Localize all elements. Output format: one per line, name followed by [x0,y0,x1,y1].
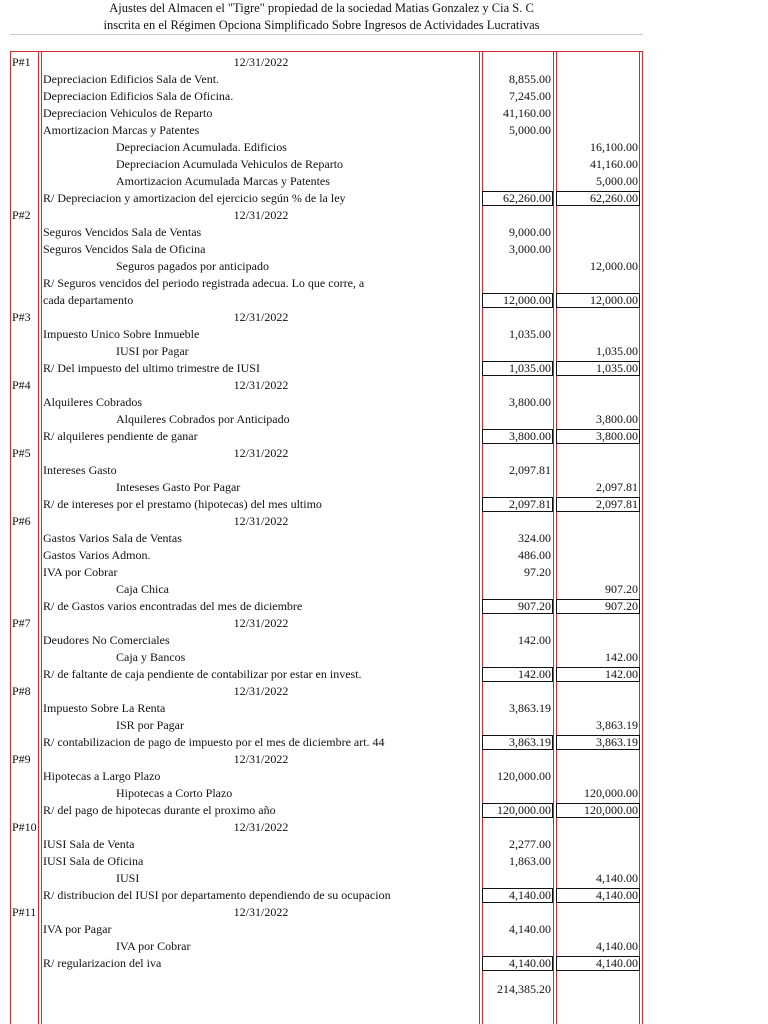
account-name: Gastos Varios Admon. [43,548,151,562]
debit-total: 2,097.81 [509,497,551,511]
account-name: IUSI Sala de Oficina [43,854,144,868]
account-name: IUSI por Pagar [116,344,189,358]
debit-total: 120,000.00 [497,803,551,817]
account-name: Seguros Vencidos Sala de Ventas [43,225,202,239]
debit-amount: 3,800.00 [509,395,551,409]
entry-tag: P#5 [12,446,31,460]
entry-note: R/ regularizacion del iva [43,956,162,970]
debit-total: 4,140.00 [509,888,551,902]
credit-amount: 120,000.00 [584,786,638,800]
debit-total: 142.00 [518,667,551,681]
account-name: Depreciacion Edificios Sala de Oficina. [43,89,234,103]
credit-amount: 907.20 [605,582,638,596]
debit-amount: 486.00 [518,548,551,562]
entry-date: 12/31/2022 [233,616,289,630]
account-line [0,71,768,88]
entry-note: R/ Del impuesto del ultimo trimestre de IUSI [43,361,260,375]
entry-note: R/ distribucion del IUSI por departamento dependiendo de su ocupacion [43,888,391,902]
entry-header-row [0,819,768,836]
debit-amount: 3,000.00 [509,242,551,256]
entry-tag: P#6 [12,514,31,528]
account-line [0,530,768,547]
debit-total: 12,000.00 [503,293,551,307]
credit-amount: 3,800.00 [596,412,638,426]
entry-header-row [0,445,768,462]
entry-header-row [0,207,768,224]
entry-tag: P#2 [12,208,31,222]
account-name: IUSI Sala de Venta [43,837,135,851]
entry-note: R/ del pago de hipotecas durante el proximo año [43,803,276,817]
debit-amount: 120,000.00 [497,769,551,783]
debit-total: 3,800.00 [509,429,551,443]
entry-header-row [0,615,768,632]
credit-total: 3,863.19 [596,735,638,749]
account-name: IVA por Pagar [43,922,112,936]
entry-header-row [0,683,768,700]
account-line [0,700,768,717]
debit-amount: 2,097.81 [509,463,551,477]
entry-tag: P#3 [12,310,31,324]
account-line [0,717,768,734]
account-line [0,921,768,938]
debit-total: 62,260.00 [503,191,551,205]
entry-header-row [0,904,768,921]
account-name: Hipotecas a Largo Plazo [43,769,161,783]
entry-tag: P#11 [12,905,37,919]
account-line [0,462,768,479]
credit-amount: 4,140.00 [596,939,638,953]
debit-amount: 97.20 [524,565,551,579]
account-name: Intereses Gasto [43,463,117,477]
entry-tag: P#7 [12,616,31,630]
debit-total: 907.20 [518,599,551,613]
account-line [0,156,768,173]
entry-header-row [0,513,768,530]
credit-amount: 41,160.00 [590,157,638,171]
header-rule [10,34,643,35]
account-line [0,173,768,190]
account-line [0,870,768,887]
account-name: Depreciacion Vehiculos de Reparto [43,106,213,120]
grand-total-row [0,972,768,1006]
title-line-2: inscrita en el Régimen Opciona Simplificado Sobre Ingresos de Actividades Lucrativas [103,18,540,32]
account-line [0,938,768,955]
entry-note-row [0,666,768,683]
account-line [0,326,768,343]
entry-date: 12/31/2022 [233,905,289,919]
account-name: Depreciacion Acumulada. Edificios [116,140,287,154]
account-line [0,241,768,258]
entry-note: cada departamento [43,293,134,307]
entry-note-row [0,802,768,819]
account-name: Hipotecas a Corto Plazo [116,786,233,800]
entry-date: 12/31/2022 [233,310,289,324]
grand-total: 214,385.20 [497,982,551,996]
account-line [0,768,768,785]
debit-amount: 1,035.00 [509,327,551,341]
entry-note-row [0,428,768,445]
debit-amount: 324.00 [518,531,551,545]
title-line-1: Ajustes del Almacen el "Tigre" propiedad de la sociedad Matias Gonzalez y Cia S. C [109,1,534,15]
credit-total: 62,260.00 [590,191,638,205]
credit-amount: 4,140.00 [596,871,638,885]
credit-amount: 2,097.81 [596,480,638,494]
account-name: Seguros pagados por anticipado [116,259,269,273]
entry-note-row [0,496,768,513]
credit-total: 4,140.00 [596,956,638,970]
account-line [0,88,768,105]
credit-amount: 5,000.00 [596,174,638,188]
account-name: IUSI [116,871,140,885]
account-name: IVA por Cobrar [116,939,191,953]
account-line [0,394,768,411]
entry-header-row [0,309,768,326]
account-line [0,649,768,666]
account-line [0,105,768,122]
entry-note-row [0,734,768,751]
table-top-rule [10,51,643,52]
credit-amount: 16,100.00 [590,140,638,154]
credit-total: 2,097.81 [596,497,638,511]
debit-amount: 3,863.19 [509,701,551,715]
entry-note: R/ de Gastos varios encontradas del mes de diciembre [43,599,303,613]
account-line [0,224,768,241]
document-header [0,0,768,50]
entry-tag: P#9 [12,752,31,766]
debit-amount: 7,245.00 [509,89,551,103]
entry-date: 12/31/2022 [233,446,289,460]
debit-amount: 4,140.00 [509,922,551,936]
entry-note-row [0,292,768,309]
entry-header-row [0,377,768,394]
debit-amount: 8,855.00 [509,72,551,86]
entry-note-row [0,360,768,377]
account-name: Amortizacion Marcas y Patentes [43,123,200,137]
account-line [0,564,768,581]
journal-ledger [0,54,768,1006]
entry-header-row [0,54,768,71]
account-line [0,258,768,275]
entry-date: 12/31/2022 [233,820,289,834]
account-line [0,836,768,853]
credit-total: 4,140.00 [596,888,638,902]
credit-total: 120,000.00 [584,803,638,817]
account-line [0,411,768,428]
credit-amount: 3,863.19 [596,718,638,732]
entry-note-row [0,887,768,904]
account-line [0,547,768,564]
entry-note: R/ de intereses por el prestamo (hipotecas) del mes ultimo [43,497,322,511]
account-line [0,479,768,496]
entry-note: R/ de faltante de caja pendiente de contabilizar por estar en invest. [43,667,362,681]
credit-amount: 142.00 [605,650,638,664]
account-line [0,785,768,802]
debit-total: 1,035.00 [509,361,551,375]
debit-amount: 9,000.00 [509,225,551,239]
account-name: Caja Chica [116,582,169,596]
entry-date: 12/31/2022 [233,684,289,698]
entry-note-row [0,598,768,615]
entry-tag: P#8 [12,684,31,698]
entry-date: 12/31/2022 [233,752,289,766]
entry-date: 12/31/2022 [233,208,289,222]
debit-total: 4,140.00 [509,956,551,970]
account-name: Inteseses Gasto Por Pagar [116,480,241,494]
debit-amount: 142.00 [518,633,551,647]
credit-total: 907.20 [605,599,638,613]
debit-amount: 2,277.00 [509,837,551,851]
account-name: Depreciacion Acumulada Vehiculos de Reparto [116,157,344,171]
entry-note: R/ alquileres pendiente de ganar [43,429,198,443]
account-line [0,343,768,360]
entry-note: R/ Depreciacion y amortizacion del ejercicio según % de la ley [43,191,346,205]
account-line [0,581,768,598]
account-name: Amortizacion Acumulada Marcas y Patentes [116,174,330,188]
entry-date: 12/31/2022 [233,514,289,528]
account-name: Impuesto Sobre La Renta [43,701,166,715]
account-name: IVA por Cobrar [43,565,118,579]
account-name: Alquileres Cobrados [43,395,142,409]
entry-date: 12/31/2022 [233,378,289,392]
debit-amount: 41,160.00 [503,106,551,120]
account-name: Alquileres Cobrados por Anticipado [116,412,290,426]
account-name: Caja y Bancos [116,650,186,664]
credit-amount: 1,035.00 [596,344,638,358]
entry-note-row [0,190,768,207]
debit-amount: 5,000.00 [509,123,551,137]
account-line [0,853,768,870]
account-line [0,139,768,156]
credit-total: 1,035.00 [596,361,638,375]
account-line [0,632,768,649]
entry-tag: P#10 [12,820,37,834]
credit-total: 3,800.00 [596,429,638,443]
credit-total: 142.00 [605,667,638,681]
entry-header-row [0,751,768,768]
credit-total: 12,000.00 [590,293,638,307]
debit-amount: 1,863.00 [509,854,551,868]
entry-note-row [0,275,768,292]
entry-date: 12/31/2022 [233,55,289,69]
account-name: Seguros Vencidos Sala de Oficina [43,242,206,256]
account-line [0,122,768,139]
debit-total: 3,863.19 [509,735,551,749]
account-name: ISR por Pagar [116,718,184,732]
entry-note: R/ contabilizacion de pago de impuesto por el mes de diciembre art. 44 [43,735,385,749]
account-name: Impuesto Unico Sobre Inmueble [43,327,200,341]
entry-tag: P#4 [12,378,31,392]
account-name: Deudores No Comerciales [43,633,170,647]
account-name: Gastos Varios Sala de Ventas [43,531,182,545]
credit-amount: 12,000.00 [590,259,638,273]
entry-tag: P#1 [12,55,31,69]
entry-note-row [0,955,768,972]
account-name: Depreciacion Edificios Sala de Vent. [43,72,220,86]
entry-note: R/ Seguros vencidos del periodo registrada adecua. Lo que corre, a [43,276,365,290]
